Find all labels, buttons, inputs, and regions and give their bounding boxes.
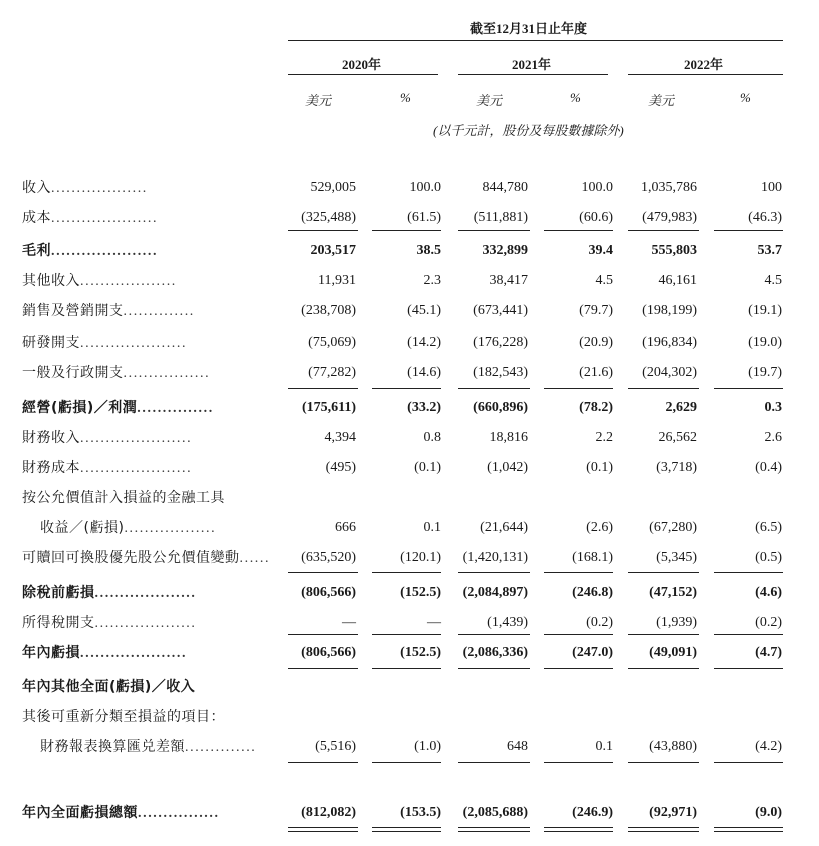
percent-cell: (246.9) xyxy=(572,805,613,820)
leader-dots: .................... xyxy=(94,616,197,631)
rule-above-operating xyxy=(288,388,358,389)
row-label xyxy=(22,427,192,450)
percent-cell: (78.2) xyxy=(579,400,613,415)
amount-cell: (1,439) xyxy=(487,615,528,630)
row-label-text: 除稅前虧損 xyxy=(22,585,95,601)
row-label xyxy=(22,397,214,420)
amount-cell: 4,394 xyxy=(324,430,356,445)
total-double-underline xyxy=(288,827,358,832)
year-2021-underline xyxy=(458,74,608,75)
total-double-underline xyxy=(628,827,699,832)
row-label-text: 財務收入 xyxy=(22,430,80,446)
percent-cell: (120.1) xyxy=(400,550,441,565)
row-label-text: 年內全面虧損總額 xyxy=(22,805,138,821)
year-2020: 2020年 xyxy=(342,57,382,72)
amount-cell: (67,280) xyxy=(649,520,697,535)
leader-dots: ...................... xyxy=(80,461,193,476)
row-label-text: 其他收入 xyxy=(22,273,80,289)
rule-above-loss-for-year xyxy=(458,634,530,635)
row-label-text: 經營(虧損)／利潤 xyxy=(22,400,138,416)
amount-cell: (92,971) xyxy=(649,805,697,820)
percent-cell: (79.7) xyxy=(579,303,613,318)
row-label-text: 可贖回可換股優先股公允價值變動 xyxy=(22,550,240,566)
row-label-text: 成本 xyxy=(22,210,51,226)
leader-dots: ..................... xyxy=(80,646,188,661)
leader-dots: ............... xyxy=(137,401,214,416)
rule-above-gross-profit xyxy=(288,230,358,231)
percent-cell: 0.1 xyxy=(423,520,441,535)
leader-dots: ................ xyxy=(138,806,220,821)
amount-cell: 648 xyxy=(507,739,528,754)
percent-cell: 53.7 xyxy=(757,243,782,258)
percent-cell: 100 xyxy=(761,180,782,195)
table-row xyxy=(0,582,819,604)
year-2021: 2021年 xyxy=(512,57,552,72)
rule-above-gross-profit xyxy=(544,230,613,231)
percent-cell: — xyxy=(427,615,441,630)
table-row xyxy=(0,427,819,449)
amount-cell: (673,441) xyxy=(473,303,528,318)
rule-below-translation xyxy=(544,762,613,763)
row-label-text: 財務報表換算匯兑差額 xyxy=(40,739,185,755)
rule-above-operating xyxy=(714,388,783,389)
row-label xyxy=(22,642,187,665)
rule-above-gross-profit xyxy=(714,230,783,231)
row-label-text: 研發開支 xyxy=(22,335,80,351)
total-double-underline xyxy=(372,827,441,832)
amount-cell: (495) xyxy=(325,460,356,475)
percent-cell: 38.5 xyxy=(416,243,441,258)
row-label xyxy=(22,207,158,230)
percent-cell: (14.2) xyxy=(407,335,441,350)
percent-cell: (0.2) xyxy=(586,615,613,630)
rule-below-loss-for-year xyxy=(288,668,358,669)
amount-cell: (812,082) xyxy=(301,805,356,820)
leader-dots: ..................... xyxy=(51,244,159,259)
percent-cell: (0.2) xyxy=(755,615,782,630)
row-label xyxy=(22,362,210,385)
unit-pct-2022: % xyxy=(740,90,751,105)
amount-cell: (806,566) xyxy=(301,645,356,660)
amount-cell: (635,520) xyxy=(301,550,356,565)
period-header: 截至12月31日止年度 xyxy=(470,21,588,36)
row-label xyxy=(40,517,216,540)
row-label xyxy=(22,300,195,323)
percent-cell: (19.7) xyxy=(748,365,782,380)
percent-cell: (21.6) xyxy=(579,365,613,380)
amount-cell: (21,644) xyxy=(480,520,528,535)
amount-cell: (198,199) xyxy=(642,303,697,318)
unit-pct-2020: % xyxy=(400,90,411,105)
rule-above-loss-for-year xyxy=(714,634,783,635)
amount-cell: 529,005 xyxy=(310,180,356,195)
total-double-underline xyxy=(714,827,783,832)
row-label-text: 一般及行政開支 xyxy=(22,365,124,381)
table-row xyxy=(0,706,819,728)
percent-cell: 0.8 xyxy=(423,430,441,445)
rule-above-gross-profit xyxy=(372,230,441,231)
rule-above-loss-before-tax xyxy=(458,572,530,573)
percent-cell: (153.5) xyxy=(400,805,441,820)
amount-cell: (660,896) xyxy=(473,400,528,415)
rule-above-loss-before-tax xyxy=(544,572,613,573)
amount-cell: (2,085,688) xyxy=(462,805,528,820)
table-row xyxy=(0,397,819,419)
amount-cell: (43,880) xyxy=(649,739,697,754)
table-row xyxy=(0,517,819,539)
year-2022-underline xyxy=(628,74,783,75)
percent-cell: (20.9) xyxy=(579,335,613,350)
leader-dots: ................... xyxy=(80,274,177,289)
percent-cell: (14.6) xyxy=(407,365,441,380)
table-row xyxy=(0,802,819,824)
percent-cell: (152.5) xyxy=(400,585,441,600)
leader-dots: ...................... xyxy=(80,431,193,446)
rule-below-loss-for-year xyxy=(714,668,783,669)
amount-cell: (49,091) xyxy=(649,645,697,660)
rule-below-translation xyxy=(288,762,358,763)
amount-cell: (182,543) xyxy=(473,365,528,380)
amount-cell: (77,282) xyxy=(308,365,356,380)
row-label-text: 收益／(虧損) xyxy=(40,520,125,536)
table-row xyxy=(0,300,819,322)
amount-cell: 2,629 xyxy=(665,400,697,415)
row-label xyxy=(22,802,220,825)
table-row xyxy=(0,240,819,262)
percent-cell: (0.1) xyxy=(586,460,613,475)
rule-above-loss-for-year xyxy=(288,634,358,635)
row-label-text: 毛利 xyxy=(22,243,51,259)
table-row xyxy=(0,332,819,354)
percent-cell: 0.3 xyxy=(764,400,782,415)
unit-usd-2022: 美元 xyxy=(648,93,675,108)
row-label-text: 銷售及營銷開支 xyxy=(22,303,124,319)
year-2022: 2022年 xyxy=(684,57,724,72)
amount-cell: (1,042) xyxy=(487,460,528,475)
unit-pct-2021: % xyxy=(570,90,581,105)
rule-above-loss-before-tax xyxy=(628,572,699,573)
amount-cell: (806,566) xyxy=(301,585,356,600)
table-row xyxy=(0,612,819,634)
table-row xyxy=(0,207,819,229)
row-label xyxy=(22,547,270,570)
amount-cell: 38,417 xyxy=(489,273,528,288)
row-label-text: 按公允價值計入損益的金融工具 xyxy=(22,490,225,506)
row-label xyxy=(22,582,197,605)
rule-above-loss-before-tax xyxy=(288,572,358,573)
rule-above-gross-profit xyxy=(458,230,530,231)
percent-cell: (0.1) xyxy=(414,460,441,475)
row-label xyxy=(22,177,148,200)
amount-cell: (47,152) xyxy=(649,585,697,600)
leader-dots: ..................... xyxy=(51,211,159,226)
rule-below-translation xyxy=(372,762,441,763)
amount-cell: (3,718) xyxy=(656,460,697,475)
rule-above-operating xyxy=(628,388,699,389)
percent-cell: (61.5) xyxy=(407,210,441,225)
rule-below-loss-for-year xyxy=(544,668,613,669)
amount-cell: (325,488) xyxy=(301,210,356,225)
row-label xyxy=(22,332,187,355)
percent-cell: (19.1) xyxy=(748,303,782,318)
rule-above-gross-profit xyxy=(628,230,699,231)
percent-cell: (4.7) xyxy=(755,645,782,660)
percent-cell: 4.5 xyxy=(595,273,613,288)
amount-cell: 18,816 xyxy=(489,430,528,445)
percent-cell: (0.5) xyxy=(755,550,782,565)
percent-cell: (2.6) xyxy=(586,520,613,535)
amount-cell: (5,345) xyxy=(656,550,697,565)
amount-cell: 26,562 xyxy=(658,430,697,445)
percent-cell: (19.0) xyxy=(748,335,782,350)
amount-cell: (5,516) xyxy=(315,739,356,754)
unit-usd-2020: 美元 xyxy=(305,93,332,108)
table-row xyxy=(0,177,819,199)
row-label xyxy=(22,270,177,293)
row-label-text: 財務成本 xyxy=(22,460,80,476)
rule-below-loss-for-year xyxy=(372,668,441,669)
rule-above-operating xyxy=(372,388,441,389)
row-label-text: 年內其他全面(虧損)／收入 xyxy=(22,679,196,695)
amount-cell: (2,086,336) xyxy=(462,645,528,660)
row-label-text: 收入 xyxy=(22,180,51,196)
table-row xyxy=(0,362,819,384)
leader-dots: ..................... xyxy=(80,336,188,351)
row-label xyxy=(22,706,225,728)
amount-cell: (511,881) xyxy=(473,210,528,225)
leader-dots: .................. xyxy=(124,521,217,536)
amount-cell: (204,302) xyxy=(642,365,697,380)
percent-cell: 100.0 xyxy=(409,180,441,195)
percent-cell: (152.5) xyxy=(400,645,441,660)
rule-above-operating xyxy=(458,388,530,389)
table-row xyxy=(0,676,819,698)
leader-dots: .................... xyxy=(94,586,197,601)
year-2020-underline xyxy=(288,74,438,75)
percent-cell: (45.1) xyxy=(407,303,441,318)
period-underline xyxy=(288,40,783,41)
total-double-underline xyxy=(544,827,613,832)
amount-cell: (1,420,131) xyxy=(462,550,528,565)
amount-cell: (75,069) xyxy=(308,335,356,350)
percent-cell: 0.1 xyxy=(595,739,613,754)
amount-cell: 1,035,786 xyxy=(641,180,697,195)
leader-dots: ................... xyxy=(51,181,148,196)
leader-dots: ................. xyxy=(123,366,211,381)
percent-cell: 4.5 xyxy=(764,273,782,288)
percent-cell: 39.4 xyxy=(588,243,613,258)
amount-cell: 666 xyxy=(335,520,356,535)
amount-cell: 844,780 xyxy=(482,180,528,195)
amount-cell: — xyxy=(342,615,356,630)
percent-cell: (0.4) xyxy=(755,460,782,475)
table-row xyxy=(0,487,819,509)
table-row xyxy=(0,457,819,479)
percent-cell: 2.3 xyxy=(423,273,441,288)
percent-cell: (4.6) xyxy=(755,585,782,600)
leader-dots: ...... xyxy=(239,551,271,566)
amount-cell: (479,983) xyxy=(642,210,697,225)
row-label-text: 所得稅開支 xyxy=(22,615,95,631)
percent-cell: 2.6 xyxy=(764,430,782,445)
row-label-text: 其後可重新分類至損益的項目： xyxy=(22,709,225,725)
rule-below-translation xyxy=(628,762,699,763)
amount-cell: (175,611) xyxy=(301,400,356,415)
percent-cell: (247.0) xyxy=(572,645,613,660)
rule-below-translation xyxy=(458,762,530,763)
percent-cell: (33.2) xyxy=(407,400,441,415)
rule-below-loss-for-year xyxy=(628,668,699,669)
units-note: (以千元計，股份及每股數據除外) xyxy=(433,123,624,138)
rule-above-loss-for-year xyxy=(372,634,441,635)
row-label xyxy=(40,736,256,759)
rule-above-loss-for-year xyxy=(544,634,613,635)
amount-cell: (2,084,897) xyxy=(462,585,528,600)
percent-cell: (168.1) xyxy=(572,550,613,565)
row-label xyxy=(22,676,195,698)
row-label xyxy=(22,240,158,263)
total-double-underline xyxy=(458,827,530,832)
rule-above-loss-before-tax xyxy=(372,572,441,573)
percent-cell: (60.6) xyxy=(579,210,613,225)
percent-cell: (4.2) xyxy=(755,739,782,754)
amount-cell: 46,161 xyxy=(658,273,697,288)
rule-above-loss-for-year xyxy=(628,634,699,635)
percent-cell: 100.0 xyxy=(581,180,613,195)
rule-above-loss-before-tax xyxy=(714,572,783,573)
amount-cell: 11,931 xyxy=(318,273,356,288)
table-row xyxy=(0,642,819,664)
amount-cell: 203,517 xyxy=(310,243,356,258)
percent-cell: (246.8) xyxy=(572,585,613,600)
rule-below-translation xyxy=(714,762,783,763)
row-label xyxy=(22,457,192,480)
amount-cell: (238,708) xyxy=(301,303,356,318)
unit-usd-2021: 美元 xyxy=(476,93,503,108)
amount-cell: (1,939) xyxy=(656,615,697,630)
percent-cell: (9.0) xyxy=(755,805,782,820)
rule-below-loss-for-year xyxy=(458,668,530,669)
table-row xyxy=(0,736,819,758)
table-row xyxy=(0,547,819,569)
amount-cell: 332,899 xyxy=(482,243,528,258)
row-label xyxy=(22,487,225,509)
percent-cell: (46.3) xyxy=(748,210,782,225)
row-label-text: 年內虧損 xyxy=(22,645,80,661)
percent-cell: 2.2 xyxy=(595,430,613,445)
table-row xyxy=(0,270,819,292)
amount-cell: (196,834) xyxy=(642,335,697,350)
amount-cell: (176,228) xyxy=(473,335,528,350)
amount-cell: 555,803 xyxy=(651,243,697,258)
leader-dots: .............. xyxy=(185,740,257,755)
percent-cell: (1.0) xyxy=(414,739,441,754)
rule-above-operating xyxy=(544,388,613,389)
percent-cell: (6.5) xyxy=(755,520,782,535)
row-label xyxy=(22,612,197,635)
leader-dots: .............. xyxy=(123,304,195,319)
